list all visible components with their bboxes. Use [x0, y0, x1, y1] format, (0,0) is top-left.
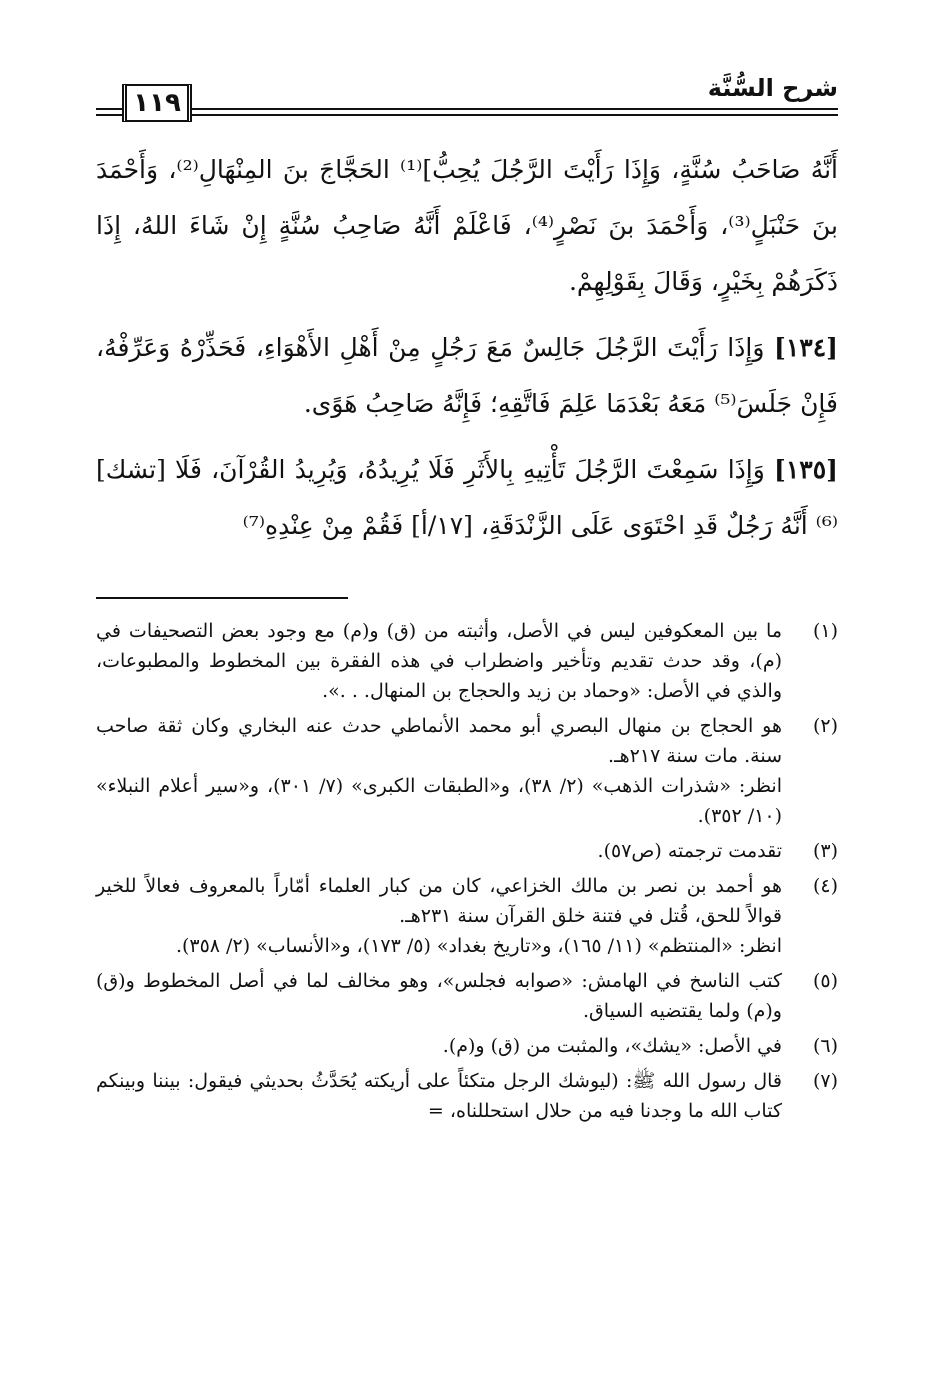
- paragraph-text: وَإِذَا سَمِعْتَ الرَّجُلَ تَأْتِيهِ بِالأَثَرِ فَلَا يُرِيدُهُ، وَيُرِيدُ القُرْآنَ، فَلَا [تشك]⁽⁶⁾ أَنَّهُ رَجُلٌ قَدِ احْتَوَى عَلَى الزَّنْدَقَةِ، [١٧/أ] فَقُمْ مِنْ عِنْدِهِ⁽⁷⁾: [96, 455, 838, 540]
- footnote-number: (٢): [812, 715, 838, 737]
- footnote-text: ما بين المعكوفين ليس في الأصل، وأثبته من (ق) و(م) مع وجود بعض التصحيفات في (م)، وقد حدث تقديم وتأخير واضطراب في هذه الفقرة بين المخطوط والمطبوعات، والذي في الأصل: «وحماد بن زيد والحجاج بن المنهال. . .».: [96, 620, 782, 702]
- footnote-text: قال رسول الله ﷺ: (ليوشك الرجل متكئاً على أريكته يُحَدَّثُ بحديثي فيقول: بيننا وبينكم كتاب الله ما وجدنا فيه من حلال استحللناه، =: [96, 1070, 782, 1122]
- footnote-text: انظر: «شذرات الذهب» (٢/ ٣٨)، و«الطبقات الكبرى» (٧/ ٣٠١)، و«سير أعلام النبلاء» (١٠/ ٣٥٢).: [96, 775, 782, 827]
- page-header: [96, 70, 838, 126]
- header-rule-left: [96, 108, 122, 116]
- footnote: [96, 871, 838, 961]
- footnote-text: انظر: «المنتظم» (١١/ ١٦٥)، و«تاريخ بغداد» (٥/ ١٧٣)، و«الأنساب» (٢/ ٣٥٨).: [175, 935, 782, 957]
- footnote-number: (٥): [812, 970, 838, 992]
- footnote: [96, 1031, 838, 1061]
- footnote-body: [96, 711, 782, 831]
- footnote-body: [96, 1031, 782, 1061]
- paragraph-number: [١٣٤]: [774, 333, 838, 362]
- paragraph: [96, 142, 838, 310]
- header-rule: [192, 108, 838, 116]
- footnote-text: تقدمت ترجمته (ص٥٧).: [597, 840, 782, 862]
- footnote-body: [96, 836, 782, 866]
- footnote-text: هو الحجاج بن منهال البصري أبو محمد الأنماطي حدث عنه البخاري وكان ثقة صاحب سنة. مات سنة ٢١٧هـ.: [96, 715, 782, 767]
- footnote-body: [96, 616, 782, 706]
- footnote-number: (١): [812, 620, 838, 642]
- footnote-divider: [96, 597, 348, 599]
- footnote-number: (٧): [812, 1070, 838, 1092]
- footnote-number: (٤): [812, 875, 838, 897]
- paragraph-number: [١٣٥]: [774, 455, 838, 484]
- paragraph-text: أَنَّهُ صَاحَبُ سُنَّةٍ، وَإِذَا رَأَيْتَ الرَّجُلَ يُحِبُّ]⁽¹⁾ الحَجَّاجَ بنَ المِنْهَالِ⁽²⁾، وَأَحْمَدَ بنَ حَنْبَلٍ⁽³⁾، وَأَحْمَدَ بنَ نَصْرٍ⁽⁴⁾، فَاعْلَمْ أَنَّهُ صَاحِبُ سُنَّةٍ إِنْ شَاءَ اللهُ، إِذَا ذَكَرَهُمْ بِخَيْرٍ، وَقَالَ بِقَوْلِهِمْ.: [96, 155, 838, 296]
- paragraph-text: وَإِذَا رَأَيْتَ الرَّجُلَ جَالِسٌ مَعَ رَجُلٍ مِنْ أَهْلِ الأَهْوَاءِ، فَحَذِّرْهُ وَعَرِّفْهُ، فَإِنْ جَلَسَ⁽⁵⁾ مَعَهُ بَعْدَمَا عَلِمَ فَاتَّقِهِ؛ فَإِنَّهُ صَاحِبُ هَوًى.: [96, 333, 838, 418]
- footnote-body: [96, 871, 782, 961]
- paragraph: [96, 442, 838, 554]
- footnote: [96, 711, 838, 831]
- book-title: شرح السُّنَّة: [707, 74, 838, 102]
- footnote-number: (٣): [812, 840, 838, 862]
- footnote: [96, 616, 838, 706]
- footnote-text: هو أحمد بن نصر بن مالك الخزاعي، كان من كبار العلماء أمّاراً بالمعروف فعالاً للخير قوالاً للحق، قُتل في فتنة خلق القرآن سنة ٢٣١هـ.: [96, 875, 782, 927]
- footnote: [96, 836, 838, 866]
- footnote: [96, 966, 838, 1026]
- footnote-number: (٦): [812, 1035, 838, 1057]
- paragraph: [96, 320, 838, 432]
- footnote-body: [96, 966, 782, 1026]
- main-text: [96, 142, 838, 554]
- page-number: ١١٩: [122, 84, 192, 122]
- footnote-text: كتب الناسخ في الهامش: «صوابه فجلس»، وهو مخالف لما في أصل المخطوط و(ق) و(م) ولما يقتضيه السياق.: [96, 970, 782, 1022]
- footnote-body: [96, 1066, 782, 1126]
- footnote: [96, 1066, 838, 1126]
- footnotes: [96, 616, 838, 1126]
- footnote-text: في الأصل: «يشك»، والمثبت من (ق) و(م).: [442, 1035, 782, 1057]
